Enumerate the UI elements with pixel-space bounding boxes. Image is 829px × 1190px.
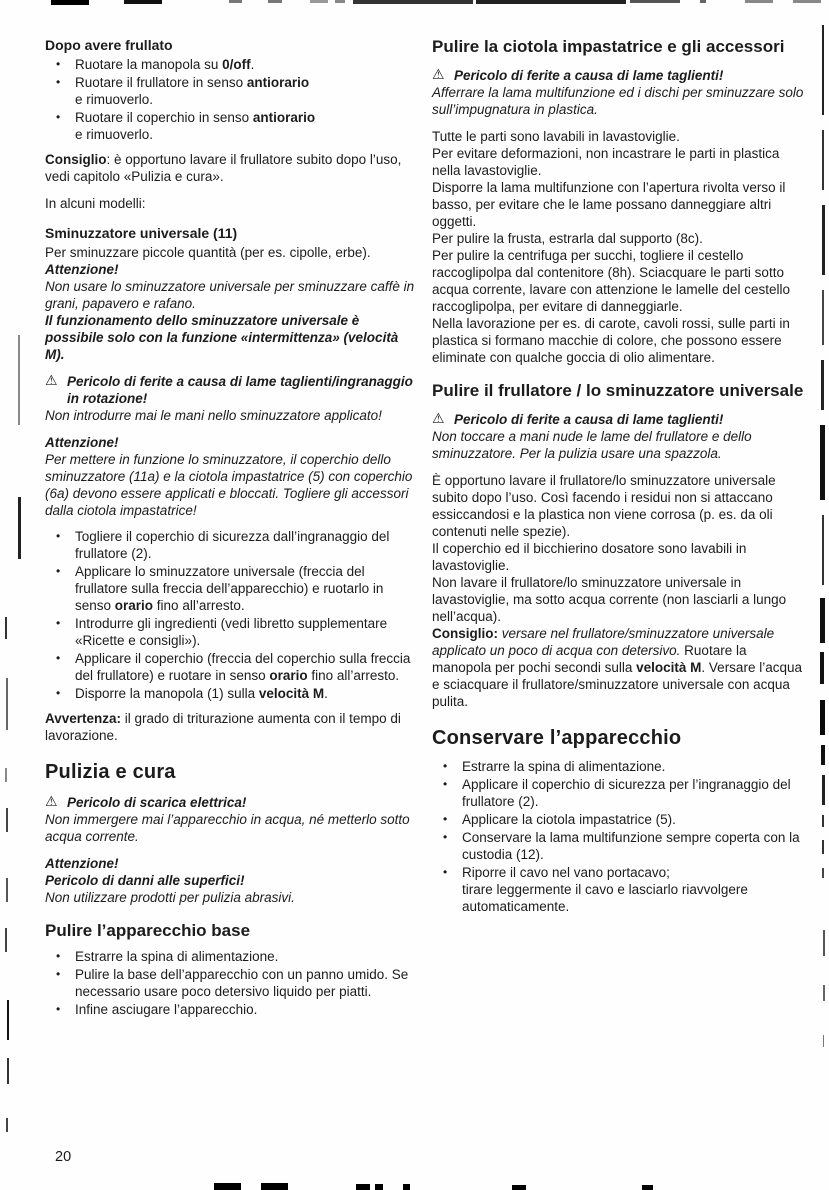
warning-triangle-icon: ⚠	[45, 372, 58, 388]
text-segment: Pericolo di danni alle superfici!	[45, 873, 245, 888]
warning-note	[45, 373, 420, 424]
warning-note	[45, 794, 420, 845]
text-segment: Tutte le parti sono lavabili in lavastoviglie.	[432, 129, 680, 144]
bullet-item	[432, 811, 809, 828]
scan-artifact-mark	[700, 0, 706, 3]
scan-artifact-mark	[821, 745, 825, 765]
scan-artifact-mark	[403, 1184, 410, 1190]
scan-artifact-mark	[822, 290, 824, 345]
bullet-item	[45, 615, 420, 649]
scan-artifact-mark	[823, 930, 825, 956]
bullet-list	[45, 948, 420, 1018]
text-segment: e rimuoverlo.	[75, 127, 154, 142]
bullet-list	[432, 758, 809, 915]
text-segment: Nella lavorazione per es. di carote, cavoli rossi, sulle parti in plastica si formano macchie di colore, che possono essere eliminate con qualche goccia di olio alimentare.	[432, 316, 790, 365]
text-segment: Introdurre gli ingredienti (vedi libretto supplementare «Ricette e consigli»).	[75, 616, 388, 648]
scan-artifact-mark	[820, 652, 824, 684]
scan-artifact-mark	[124, 0, 162, 4]
scan-artifact-mark	[6, 678, 8, 730]
scan-artifact-mark	[7, 1058, 9, 1084]
text-segment: Non immergere mai l’apparecchio in acqua, né metterlo sotto acqua corrente.	[45, 812, 410, 844]
text-segment: Applicare lo sminuzzatore universale (freccia del frullatore sulla freccia dell’apparecchio) e ruotarlo in senso	[75, 564, 384, 613]
paragraph	[45, 278, 420, 312]
text-segment: Applicare la ciotola impastatrice (5).	[462, 812, 676, 827]
scan-artifact-mark	[630, 0, 680, 3]
bullet-item	[432, 758, 809, 775]
text-segment: orario	[114, 598, 154, 613]
text-segment: Attenzione!	[45, 262, 119, 277]
text-segment: Ruotare il coperchio in senso	[75, 110, 253, 125]
text-segment: Il funzionamento dello sminuzzatore universale è possibile solo con la funzione «intermittenza» (velocità M).	[45, 313, 399, 362]
text-segment: Per evitare deformazioni, non incastrare le parti in plastica nella lavastoviglie.	[432, 146, 780, 178]
scan-artifact-mark	[214, 1183, 241, 1190]
text-segment: Ruotare la manopola per pochi secondi sulla	[432, 643, 747, 675]
text-segment: Estrarre la spina di alimentazione.	[462, 759, 666, 774]
bullet-item	[432, 776, 809, 810]
bullet-item	[45, 109, 420, 143]
text-segment: Consiglio	[45, 152, 107, 167]
scan-artifact-mark	[356, 1184, 370, 1190]
bullet-icon: •	[443, 830, 448, 844]
text-segment: Attenzione!	[45, 435, 119, 450]
text-segment: È opportuno lavare il frullatore/lo sminuzzatore universale subito dopo l’uso. Così facendo i residui non si attaccano essiccandosi e la plastica non viene corrosa (p. es. da oli contenuti nelle spezie).	[432, 473, 776, 539]
text-segment: antiorario	[246, 75, 310, 90]
text-segment: Pericolo di ferite a causa di lame taglienti!	[454, 412, 724, 427]
bullet-icon: •	[56, 564, 61, 578]
text-segment: Afferrare la lama multifunzione ed i dischi per sminuzzare solo sull’impugnatura in plastica.	[432, 85, 804, 117]
bullet-icon: •	[443, 812, 448, 826]
text-segment: Disporre la manopola (1) sulla	[75, 686, 259, 701]
text-segment: fino all’arresto.	[153, 598, 245, 613]
bullet-icon: •	[56, 949, 61, 963]
paragraph	[45, 312, 420, 363]
bullet-item	[45, 966, 420, 1000]
bullet-icon: •	[56, 1002, 61, 1016]
bullet-item	[45, 948, 420, 965]
subsection-heading: Dopo avere frullato	[45, 37, 173, 53]
section-heading: Pulire l’apparecchio base	[45, 921, 251, 940]
scan-artifact-mark	[5, 928, 7, 952]
text-segment: e rimuoverlo.	[75, 92, 154, 107]
scan-artifact-mark	[6, 1118, 8, 1132]
scan-artifact-mark	[6, 878, 8, 902]
text-segment: Non toccare a mani nude le lame del frullatore e dello sminuzzatore. Per la pulizia usare una spazzola.	[432, 429, 752, 461]
scan-artifact-mark	[353, 0, 473, 4]
bullet-item	[45, 563, 420, 614]
scan-artifact-mark	[5, 617, 7, 639]
text-segment: Per sminuzzare piccole quantità (per es. cipolle, erbe).	[45, 245, 371, 260]
text-segment: versare nel frullatore/sminuzzatore universale applicato un poco di acqua con detersivo.	[432, 626, 775, 658]
bullet-item	[45, 528, 420, 562]
text-segment: .	[324, 686, 328, 701]
bullet-item	[45, 74, 420, 108]
bullet-item	[432, 864, 809, 915]
scan-artifact-mark	[822, 205, 825, 275]
text-segment: Togliere il coperchio di sicurezza dall’ingranaggio del frullatore (2).	[75, 529, 390, 561]
scan-artifact-mark	[822, 840, 824, 854]
bullet-icon: •	[56, 110, 61, 124]
scan-artifact-mark	[268, 0, 282, 3]
bullet-icon: •	[443, 865, 448, 879]
text-segment: Per mettere in funzione lo sminuzzatore, il coperchio dello sminuzzatore (11a) e la ciotola impastatrice (5) con coperchio (6a) devono essere applicati e bloccati. Togliere gli accessori dalla ciotola impastatrice!	[45, 452, 413, 518]
text-segment: Non utilizzare prodotti per pulizia abrasivi.	[45, 890, 295, 905]
subsection-heading: Sminuzzatore universale (11)	[45, 225, 238, 241]
scan-artifact-mark	[822, 515, 824, 585]
warning-note	[432, 67, 809, 118]
text-segment: Ruotare la manopola su	[75, 57, 223, 72]
text-segment: velocità M	[636, 660, 702, 675]
bullet-icon: •	[56, 616, 61, 630]
text-segment: Il coperchio ed il bicchierino dosatore sono lavabili in lavastoviglie.	[432, 541, 747, 573]
scan-artifact-mark	[823, 985, 825, 1001]
bullet-item	[45, 1001, 420, 1018]
warning-triangle-icon: ⚠	[432, 410, 445, 426]
paragraph	[45, 244, 420, 261]
text-segment: Attenzione!	[45, 856, 119, 871]
bullet-icon: •	[56, 651, 61, 665]
warning-title	[454, 411, 809, 428]
text-segment: Applicare il coperchio (freccia del coperchio sulla freccia del frullatore) e ruotare in senso	[75, 651, 411, 683]
text-segment: orario	[269, 668, 308, 683]
scan-artifact-mark	[820, 700, 825, 735]
text-segment: tirare leggermente il cavo e lasciarlo riavvolgere automaticamente.	[462, 882, 748, 914]
text-segment: Non introdurre mai le mani nello sminuzzatore applicato!	[45, 408, 382, 423]
scan-artifact-mark	[822, 130, 824, 190]
warning-title	[67, 373, 420, 407]
paragraph	[45, 855, 420, 906]
bullet-icon: •	[56, 529, 61, 543]
scan-artifact-mark	[512, 1185, 526, 1190]
bullet-item	[45, 650, 420, 684]
bullet-item	[45, 56, 420, 73]
right-column	[432, 36, 809, 1026]
scan-artifact-mark	[7, 1000, 9, 1040]
text-segment: Per pulire la centrifuga per succhi, togliere il cestello raccoglipolpa dal contenitore (8h). Sciacquare le parti sotto acqua corrente, lavare con attenzione le lamelle del cestello raccoglipolpa, per evitare di danneggiarle.	[432, 248, 790, 314]
text-segment: velocità M	[258, 686, 325, 701]
scan-artifact-mark	[476, 0, 626, 4]
text-segment: Pulire la base dell’apparecchio con un panno umido. Se necessario usare poco detersivo liquido per piatti.	[75, 967, 409, 999]
two-column-layout	[45, 36, 809, 1026]
scan-artifact-mark	[335, 0, 345, 3]
scan-artifact-mark	[229, 0, 242, 3]
bullet-item	[45, 685, 420, 702]
scan-artifact-mark	[822, 868, 824, 878]
scan-artifact-mark	[820, 425, 825, 500]
scan-artifact-mark	[821, 360, 824, 410]
paragraph	[45, 151, 420, 185]
scan-artifact-mark	[822, 25, 824, 115]
scan-artifact-mark	[5, 768, 7, 782]
scan-artifact-mark	[18, 335, 20, 425]
scan-artifact-mark	[822, 775, 825, 805]
text-segment: fino all’arresto.	[307, 668, 400, 683]
paragraph	[45, 710, 420, 744]
paragraph	[432, 472, 809, 710]
text-segment: Pericolo di ferite a causa di lame taglienti!	[454, 68, 724, 83]
scan-artifact-mark	[6, 808, 8, 832]
warning-title	[454, 67, 809, 84]
bullet-icon: •	[443, 777, 448, 791]
paragraph	[432, 128, 809, 366]
warning-title	[67, 794, 420, 811]
text-segment: il grado di triturazione aumenta con il tempo di lavorazione.	[45, 711, 401, 743]
text-segment: Disporre la lama multifunzione con l’apertura rivolta verso il basso, per evitare che le lame possano danneggiare altri oggetti.	[432, 180, 786, 229]
text-segment: Pericolo di scarica elettrica!	[67, 795, 247, 810]
text-segment: Conservare la lama multifunzione sempre coperta con la custodia (12).	[462, 830, 800, 862]
left-column	[45, 36, 420, 1026]
text-segment: Estrarre la spina di alimentazione.	[75, 949, 279, 964]
text-segment: In alcuni modelli:	[45, 196, 146, 211]
scan-artifact-mark	[18, 497, 21, 559]
warning-body	[432, 84, 809, 118]
text-segment: Non lavare il frullatore/lo sminuzzatore universale in lavastoviglie, ma sotto acqua corrente (non lasciarli a lungo nell’acqua).	[432, 575, 787, 624]
text-segment: Per pulire la frusta, estrarla dal supporto (8c).	[432, 231, 703, 246]
bullet-list	[45, 56, 420, 143]
section-heading: Pulire il frullatore / lo sminuzzatore universale	[432, 381, 804, 400]
chapter-heading: Conservare l’apparecchio	[432, 727, 682, 749]
warning-triangle-icon: ⚠	[45, 793, 58, 809]
warning-note	[432, 411, 809, 462]
warning-body	[432, 428, 809, 462]
scan-artifact-mark	[375, 1184, 383, 1190]
bullet-icon: •	[443, 759, 448, 773]
text-segment: Applicare il coperchio di sicurezza per l’ingranaggio del frullatore (2).	[462, 777, 791, 809]
text-segment: Pericolo di ferite a causa di lame taglienti/ingranaggio in rotazione!	[67, 374, 413, 406]
scan-artifact-mark	[310, 0, 328, 3]
bullet-icon: •	[56, 75, 61, 89]
warning-body	[45, 407, 420, 424]
scan-artifact-mark	[745, 0, 773, 3]
text-segment: Riporre il cavo nel vano portacavo;	[462, 865, 670, 880]
text-segment: .	[250, 57, 255, 72]
paragraph	[45, 261, 420, 278]
chapter-heading: Pulizia e cura	[45, 761, 176, 783]
text-segment: Consiglio:	[432, 626, 498, 641]
text-segment: : è opportuno lavare il frullatore subito dopo l’uso, vedi capitolo «Pulizia e cura».	[45, 152, 402, 184]
bullet-icon: •	[56, 686, 61, 700]
paragraph	[45, 451, 420, 519]
section-heading: Pulire la ciotola impastatrice e gli accessori	[432, 37, 785, 56]
scan-artifact-mark	[261, 1183, 288, 1190]
warning-triangle-icon: ⚠	[432, 66, 445, 82]
scan-artifact-mark	[642, 1185, 653, 1190]
bullet-item	[432, 829, 809, 863]
bullet-icon: •	[56, 57, 61, 71]
bullet-list	[45, 528, 420, 702]
scan-artifact-mark	[822, 815, 824, 827]
scan-artifact-mark	[793, 0, 821, 3]
warning-body	[45, 811, 420, 845]
text-segment: Infine asciugare l’apparecchio.	[75, 1002, 258, 1017]
scan-artifact-mark	[51, 0, 89, 5]
text-segment: Non usare lo sminuzzatore universale per sminuzzare caffè in grani, papavero e rafano.	[45, 279, 415, 311]
text-segment: Avvertenza:	[45, 711, 122, 726]
paragraph	[45, 195, 420, 212]
bullet-icon: •	[56, 967, 61, 981]
text-segment: 0/off	[222, 57, 251, 72]
text-segment: . Versare l’acqua e sciacquare il frullatore/sminuzzatore universale con acqua pulita.	[432, 660, 802, 709]
page-number: 20	[55, 1149, 72, 1165]
scan-artifact-mark	[823, 1035, 824, 1047]
text-segment: antiorario	[252, 110, 316, 125]
text-segment: Ruotare il frullatore in senso	[75, 75, 247, 90]
paragraph	[45, 434, 420, 451]
scan-artifact-mark	[820, 598, 825, 643]
